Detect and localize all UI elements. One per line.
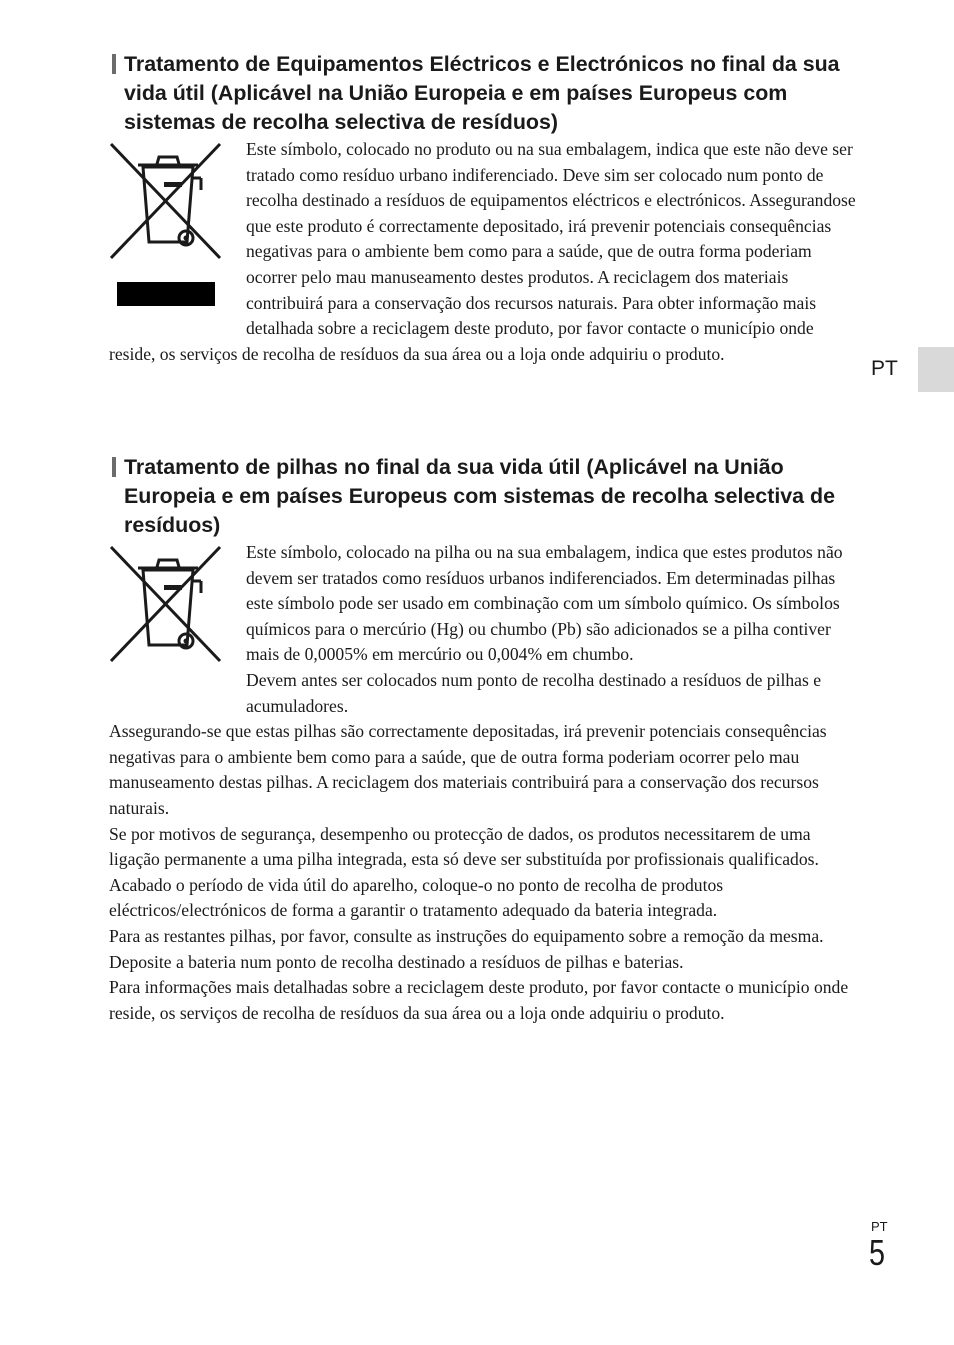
- battery-section: [109, 453, 859, 1026]
- weee-section: [109, 50, 859, 367]
- weee-paragraph: Este símbolo, colocado no produto ou na sua embalagem, indica que este não deve ser tratado como resíduo urbano indiferenciado. Deve sim ser colocado num ponto de recolha destinado a resíduos de equipamentos eléctricos e electrónicos. Assegurandose que este produto é correctamente depositado, irá prevenir potenciais consequências negativas para o ambiente bem como para a saúde, que de outra forma poderiam ocorrer pelo mau manuseamento destes produtos. A reciclagem dos materiais contribuirá para a conservação dos recursos naturais. Para obter informação mais detalhada sobre a reciclagem deste produto, por favor contacte o município onde reside, os serviços de recolha de resíduos da sua área ou a loja onde adquiriu o produto.: [109, 139, 856, 364]
- battery-paragraph-1: Este símbolo, colocado na pilha ou na sua embalagem, indica que estes produtos não devem ser tratados como resíduos urbanos indiferenciados. Em determinadas pilhas este símbolo pode ser usado em combinação com um símbolo químico. Os símbolos químicos para o mercúrio (Hg) ou chumbo (Pb) são adicionados se a pilha contiver mais de 0,0005% em mercúrio ou 0,004% em chumbo.: [246, 542, 843, 665]
- battery-paragraph-7: Para informações mais detalhadas sobre a reciclagem deste produto, por favor contacte o município onde reside, os serviços de recolha de resíduos da sua área ou a loja onde adquiriu o produto.: [109, 977, 849, 1023]
- weee-symbol: [109, 142, 246, 322]
- heading-marker: [112, 54, 116, 74]
- page-number: 5: [869, 1232, 886, 1273]
- battery-body: [109, 540, 859, 1026]
- battery-heading-text: Tratamento de pilhas no final da sua vida útil (Aplicável na União Europeia e em países Europeus com sistemas de recolha selectiva de resíduos): [124, 455, 835, 537]
- battery-paragraph-5: Acabado o período de vida útil do aparelho, coloque-o no ponto de recolha de produtos eléctricos/electrónicos de forma a garantir o tratamento adequado da bateria integrada.: [109, 874, 724, 921]
- battery-heading: [109, 453, 859, 540]
- language-tab-marker: [918, 347, 954, 392]
- weee-body: [109, 137, 859, 367]
- battery-symbol: [109, 545, 246, 697]
- crossed-out-wheeled-bin-icon: [109, 142, 224, 262]
- language-tab-label: PT: [871, 357, 898, 380]
- heading-marker: [112, 457, 116, 477]
- black-bar: [117, 282, 215, 306]
- weee-heading-text: Tratamento de Equipamentos Eléctricos e Electrónicos no final da sua vida útil (Aplicável na União Europeia e em países Europeus com sistemas de recolha selectiva de resíduos): [124, 52, 840, 134]
- page-language: PT: [871, 1219, 888, 1234]
- weee-heading: [109, 50, 859, 137]
- crossed-out-wheeled-bin-icon: [109, 545, 224, 665]
- battery-paragraph-2: Devem antes ser colocados num ponto de recolha destinado a resíduos de pilhas e acumuladores.: [246, 669, 822, 716]
- battery-paragraph-3: Assegurando-se que estas pilhas são correctamente depositadas, irá prevenir potenciais consequências negativas para o ambiente bem como para a saúde, que de outra forma poderiam ocorrer pelo mau manuseamento destas pilhas. A reciclagem dos materiais contribuirá para a conservação dos recursos naturais.: [109, 721, 827, 818]
- battery-paragraph-4: Se por motivos de segurança, desempenho ou protecção de dados, os produtos necessitarem de uma ligação permanente a uma pilha integrada, esta só deve ser substituída por profissionais qualificados.: [109, 823, 819, 870]
- battery-paragraph-6: Para as restantes pilhas, por favor, consulte as instruções do equipamento sobre a remoção da mesma. Deposite a bateria num ponto de recolha destinado a resíduos de pilhas e baterias.: [109, 925, 824, 972]
